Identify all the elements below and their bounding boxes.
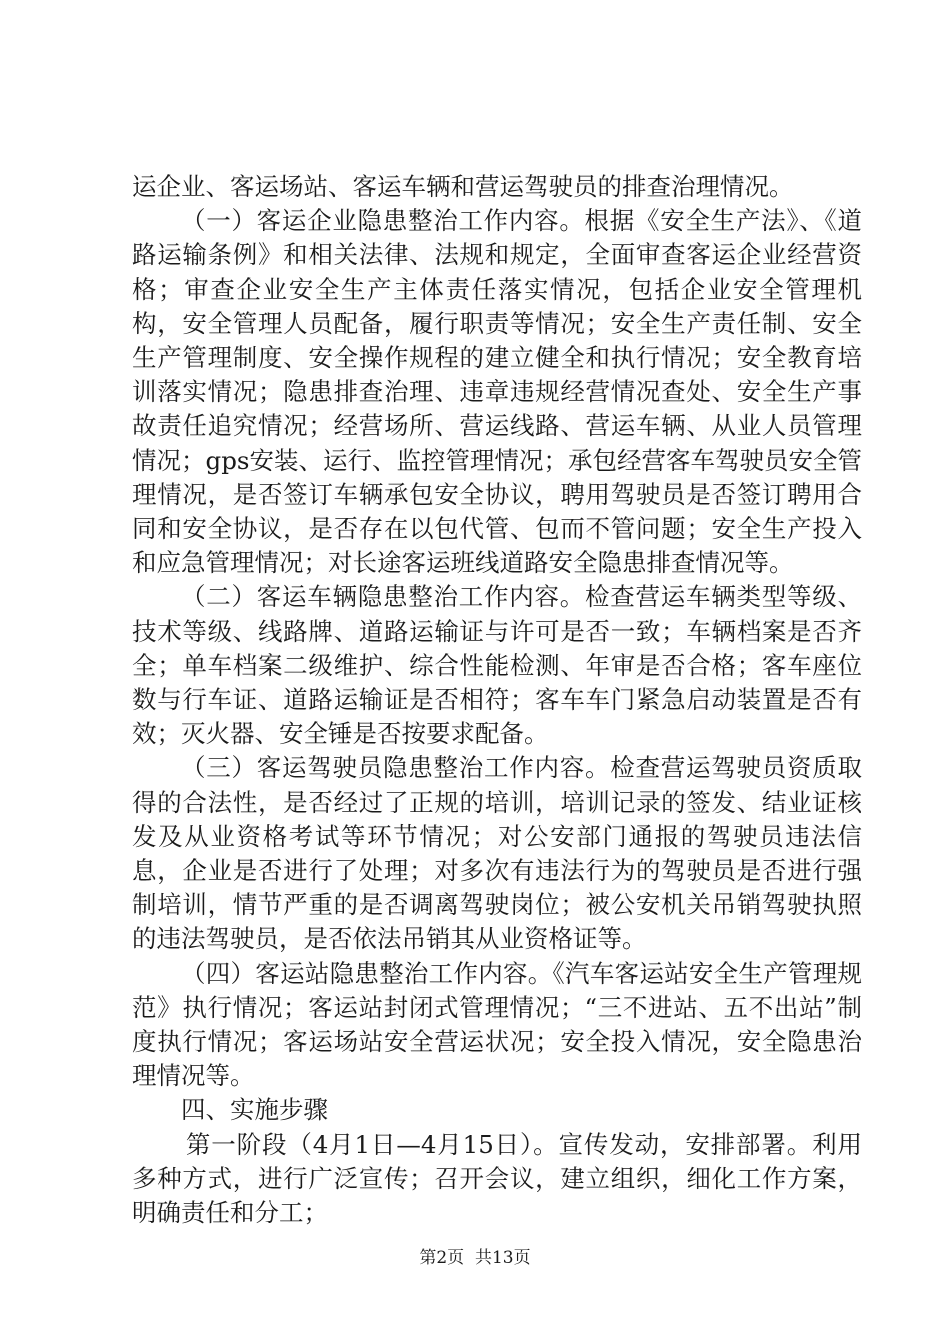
document-body	[132, 170, 862, 1230]
section-heading-steps: 四、实施步骤	[181, 1095, 328, 1125]
paragraph-section-3: （三）客运驾驶员隐患整治工作内容。检查营运驾驶员资质取得的合法性，是否经过了正规的培训，培训记录的签发、结业证核发及从业资格考试等环节情况；对公安部门通报的驾驶员违法信息，企业是否进行了处理；对多次有违法行为的驾驶员是否进行强制培训，情节严重的是否调离驾驶岗位；被公安机关吊销驾驶执照的违法驾驶员，是否依法吊销其从业资格证等。	[132, 753, 862, 954]
paragraph-section-4: （四）客运站隐患整治工作内容。《汽车客运站安全生产管理规范》执行情况；客运站封闭式管理情况；“三不进站、五不出站”制度执行情况；客运场站安全营运状况；安全投入情况，安全隐患治理情况等。	[132, 958, 862, 1091]
page-number-footer: 第2页 共13页	[419, 1248, 531, 1268]
paragraph-stage-1: 第一阶段（4月1日—4月15日）。宣传发动，安排部署。利用多种方式，进行广泛宣传；召开会议，建立组织，细化工作方案，明确责任和分工；	[132, 1129, 862, 1228]
paragraph-section-1: （一）客运企业隐患整治工作内容。根据《安全生产法》、《道路运输条例》和相关法律、法规和规定，全面审查客运企业经营资格；审查企业安全生产主体责任落实情况，包括企业安全管理机构，安全管理人员配备，履行职责等情况；安全生产责任制、安全生产管理制度、安全操作规程的建立健全和执行情况；安全教育培训落实情况；隐患排查治理、违章违规经营情况查处、安全生产事故责任追究情况；经营场所、营运线路、营运车辆、从业人员管理情况；gps安装、运行、监控管理情况；承包经营客车驾驶员安全管理情况，是否签订车辆承包安全协议，聘用驾驶员是否签订聘用合同和安全协议，是否存在以包代管、包而不管问题；安全生产投入和应急管理情况；对长途客运班线道路安全隐患排查情况等。	[132, 206, 862, 578]
paragraph-section-2: （二）客运车辆隐患整治工作内容。检查营运车辆类型等级、技术等级、线路牌、道路运输证与许可是否一致；车辆档案是否齐全；单车档案二级维护、综合性能检测、年审是否合格；客车座位数与行车证、道路运输证是否相符；客车车门紧急启动装置是否有效；灭火器、安全锤是否按要求配备。	[132, 582, 862, 749]
paragraph-continuation: 运企业、客运场站、客运车辆和营运驾驶员的排查治理情况。	[132, 172, 794, 201]
